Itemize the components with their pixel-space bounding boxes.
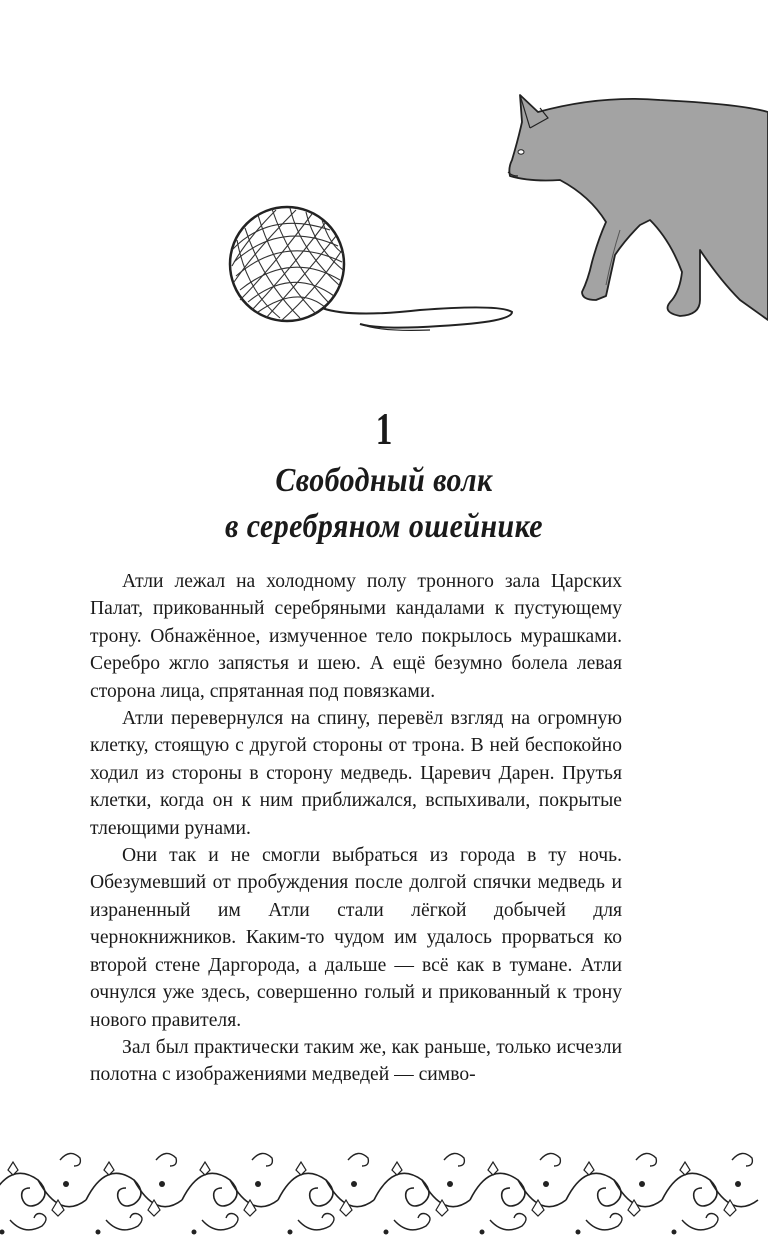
paragraph: Атли лежал на холодному полу тронного зала Царских Палат, прикованный серебряными кандалами к пустующему трону. Обнажённое, измученное тело покрылось мурашками. Серебро жгло запястья и шею. А ещё безумно болела левая сторона лица, спрятанная под повязками.: [90, 571, 622, 702]
chapter-illustration: [0, 0, 768, 380]
paragraph: Атли перевернулся на спину, перевёл взгляд на огромную клетку, стоящую с другой стороны от трона. В ней беспокойно ходил из стороны в сторону медведь. Царевич Дарен. Прутья клетки, когда он к ним приближался, вспыхивали, покрытые тлеющими рунами.: [90, 708, 622, 839]
cat-icon: [508, 95, 768, 320]
chapter-title-line-2: в серебряном ошейнике: [224, 508, 544, 545]
yarn-ball-icon: [230, 207, 512, 330]
chapter-body: [90, 568, 622, 1089]
paragraph: Зал был практически таким же, как раньше, только исчезли полотна с изображениями медведей — симво-: [90, 1036, 622, 1086]
chapter-title: [0, 458, 768, 550]
floral-border-icon: [0, 1138, 768, 1240]
chapter-number: 1: [375, 403, 393, 454]
paragraph: Они так и не смогли выбраться из города в ту ночь. Обезумевший от пробуждения после долгой спячки медведь и израненный им Атли стали лёгкой добычей для чернокнижников. Каким-то чудом им удалось прорваться ко второй стене Даргорода, а дальше — всё как в тумане. Атли очнулся уже здесь, совершенно голый и прикованный к трону нового правителя.: [90, 845, 622, 1031]
chapter-title-line-1: Свободный волк: [275, 462, 493, 499]
